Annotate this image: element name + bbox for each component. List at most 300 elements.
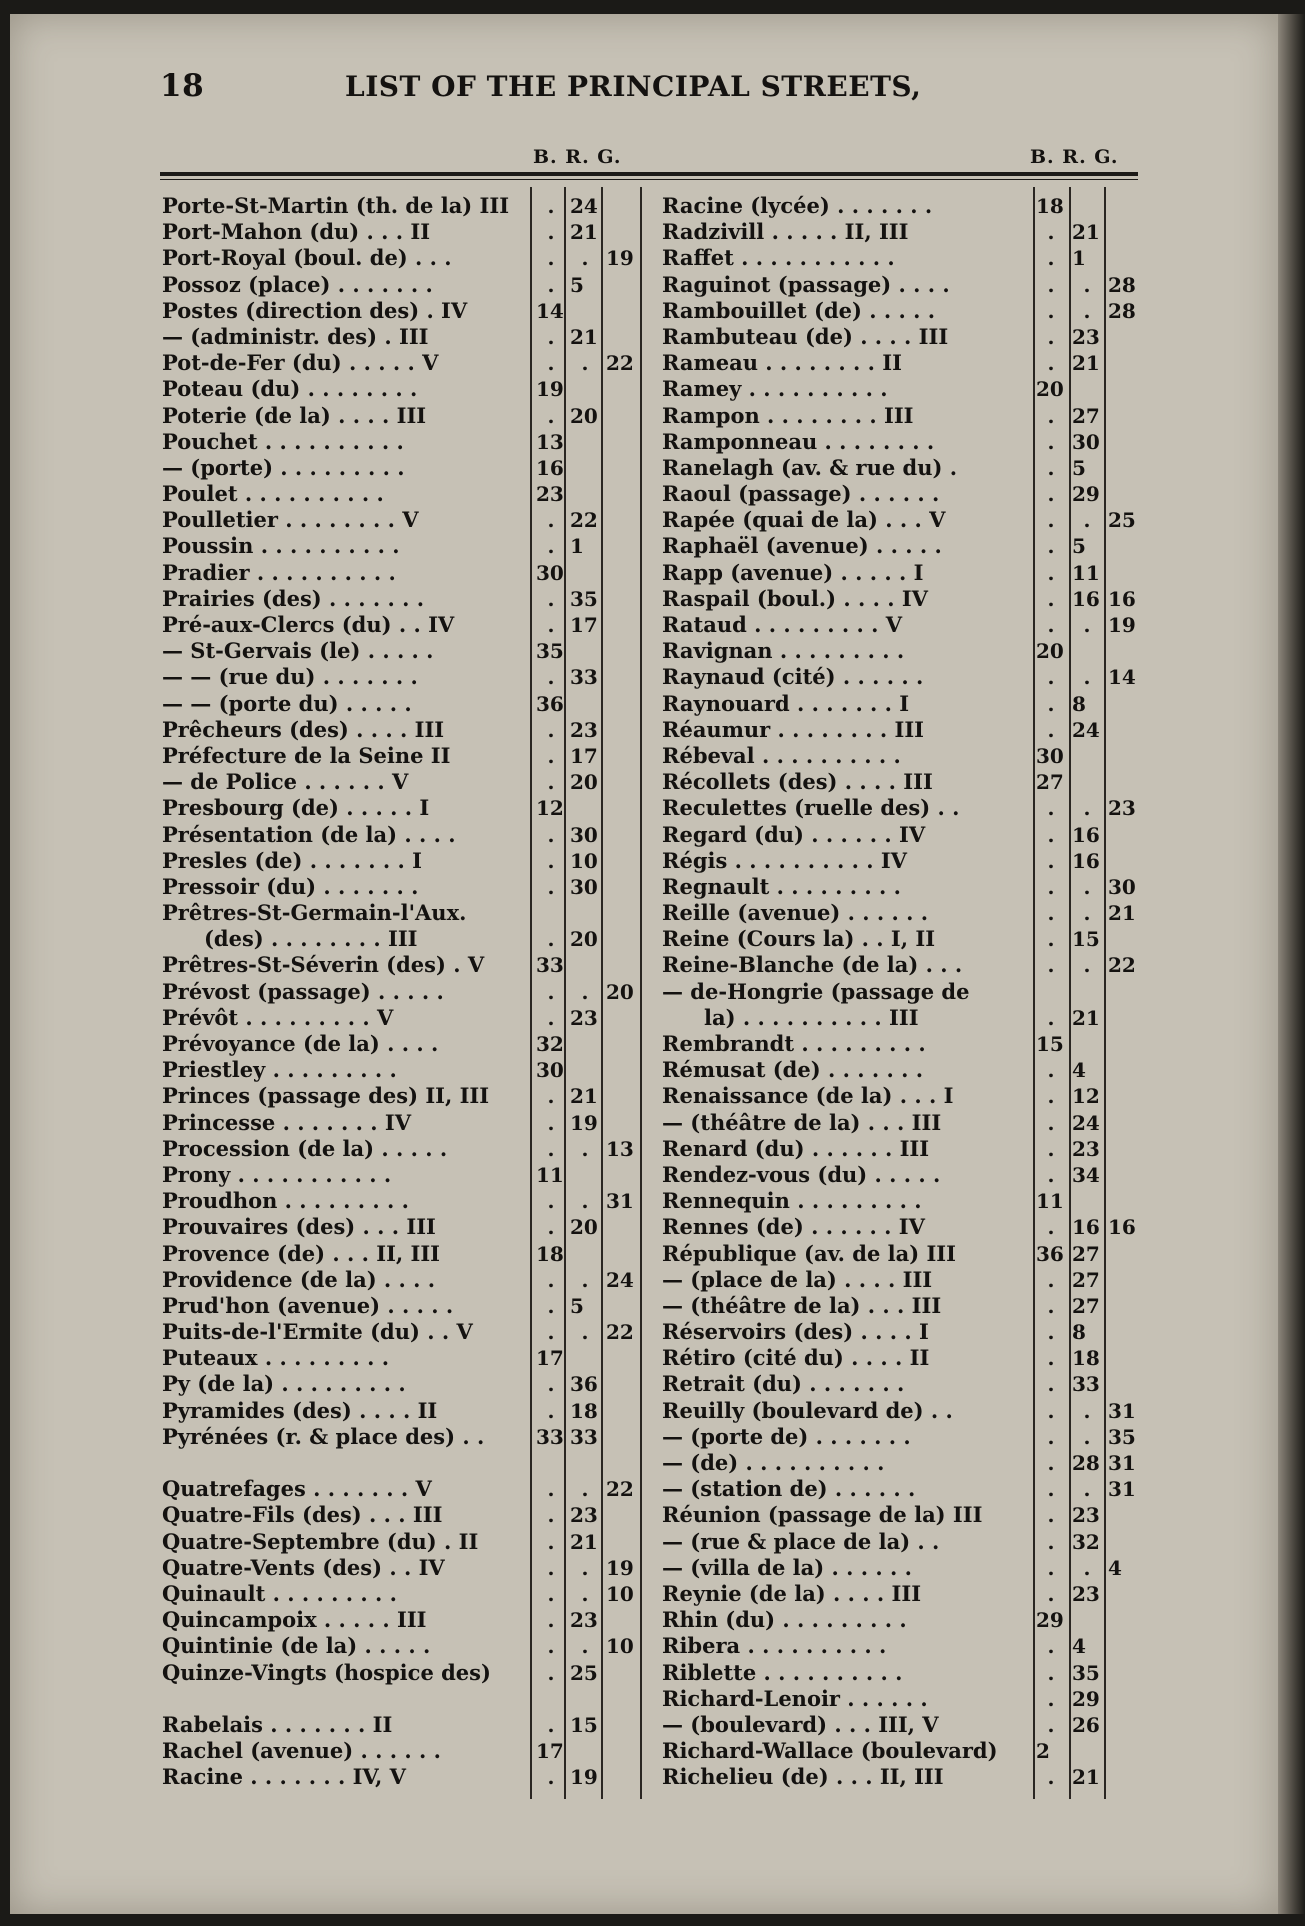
street-entry [162, 1031, 638, 1057]
col-b-value: 20 [1036, 639, 1064, 664]
col-b-value: . [547, 246, 555, 271]
street-entry [162, 664, 638, 690]
col-r-value: 16 [1072, 822, 1100, 847]
col-b-value: . [1047, 1136, 1055, 1161]
col-g-value: 31 [606, 1189, 634, 1214]
col-g-value: 30 [1108, 874, 1136, 899]
page-header [150, 68, 1150, 108]
col-r-value: 27 [1072, 1267, 1100, 1292]
street-entry [162, 691, 638, 717]
street-name: Reculettes (ruelle des) . . [662, 795, 960, 821]
street-entry [662, 1712, 1140, 1738]
street-entry [162, 1241, 638, 1267]
col-r-value: 16 [1072, 848, 1100, 873]
street-name: Provence (de) . . . II, III [162, 1240, 440, 1266]
col-b-value: . [1047, 560, 1055, 585]
col-r-value: 21 [570, 220, 598, 245]
street-entry [162, 1267, 638, 1293]
street-entry [662, 1293, 1140, 1319]
street-name: Rendez-vous (du) . . . . . [662, 1161, 941, 1187]
street-name: Réservoirs (des) . . . . I [662, 1319, 929, 1345]
col-b-value: . [1047, 324, 1055, 349]
col-b-value: . [1047, 901, 1055, 926]
street-name: — (théâtre de la) . . . III [662, 1109, 942, 1135]
street-entry [662, 1371, 1140, 1397]
street-name: Racine (lycée) . . . . . . . [662, 193, 933, 218]
col-b-value: 36 [536, 691, 564, 716]
col-g-value: 22 [606, 351, 634, 376]
street-entry [162, 586, 638, 612]
street-entry [162, 952, 638, 978]
street-entry [162, 717, 638, 743]
street-entry [662, 874, 1140, 900]
col-b-value: . [547, 1529, 555, 1554]
left-street-list [162, 193, 638, 1790]
col-b-value: . [1047, 429, 1055, 454]
street-entry [162, 1476, 638, 1502]
street-entry [162, 1712, 638, 1738]
street-entry [662, 900, 1140, 926]
col-r-value: 32 [1072, 1529, 1100, 1554]
col-b-value: . [1047, 1634, 1055, 1659]
street-entry [162, 1581, 638, 1607]
col-b-value: 27 [1036, 770, 1064, 795]
street-entry [662, 612, 1140, 638]
street-name: — (porte de) . . . . . . . [662, 1423, 911, 1449]
col-r-value: . [1083, 796, 1091, 821]
col-b-value: . [1047, 351, 1055, 376]
street-entry [162, 1502, 638, 1528]
street-name: (des) . . . . . . . . III [162, 926, 418, 952]
col-r-value: 21 [570, 1529, 598, 1554]
col-g-value: 10 [606, 1634, 634, 1659]
street-entry [662, 1529, 1140, 1555]
street-name: — (de) . . . . . . . . . . [662, 1450, 885, 1475]
col-r-value: 1 [1072, 246, 1086, 271]
col-r-value: . [1083, 901, 1091, 926]
street-name: Poulletier . . . . . . . . V [162, 507, 419, 533]
col-b-value: . [1047, 1686, 1055, 1711]
col-b-value: . [1047, 1215, 1055, 1240]
col-r-value: 27 [1072, 1293, 1100, 1318]
street-entry [662, 533, 1140, 559]
street-entry [662, 1057, 1140, 1083]
col-r-value: . [1083, 1398, 1091, 1423]
street-entry [662, 769, 1140, 795]
street-name: Providence (de la) . . . . [162, 1266, 436, 1292]
street-name: Poussin . . . . . . . . . . [162, 533, 400, 559]
col-b-value: 30 [1036, 743, 1064, 768]
col-b-value: . [547, 1267, 555, 1292]
col-r-value: 21 [1072, 1005, 1100, 1030]
col-b-value: . [1047, 1451, 1055, 1475]
col-b-value: . [547, 1136, 555, 1161]
street-entry [162, 1057, 638, 1083]
col-b-value: . [547, 848, 555, 873]
col-g-value: 14 [1108, 665, 1136, 690]
col-b-value: 33 [536, 1424, 564, 1449]
street-name: Proudhon . . . . . . . . . [162, 1188, 409, 1214]
street-name: Rambouillet (de) . . . . . [662, 297, 936, 323]
col-r-value: 24 [570, 194, 598, 218]
street-name: Presbourg (de) . . . . . I [162, 795, 430, 821]
col-r-value: . [1083, 953, 1091, 978]
street-name: Prévôt . . . . . . . . . V [162, 1004, 394, 1030]
col-b-value: . [547, 770, 555, 795]
col-b-value: . [547, 586, 555, 611]
col-b-value: . [547, 1581, 555, 1606]
col-b-value: . [547, 1320, 555, 1345]
street-name: Quintinie (de la) . . . . . [162, 1633, 431, 1659]
col-b-value: 12 [536, 796, 564, 821]
col-r-value: 20 [570, 770, 598, 795]
col-b-value: . [1047, 796, 1055, 821]
street-name: Rambuteau (de) . . . . III [662, 323, 949, 349]
col-b-value: . [1047, 1555, 1055, 1580]
street-entry [162, 193, 638, 219]
col-r-value: 16 [1072, 1215, 1100, 1240]
col-r-value: 10 [570, 848, 598, 873]
street-entry [162, 1162, 638, 1188]
street-entry [162, 769, 638, 795]
street-entry [162, 1398, 638, 1424]
street-name: Raguinot (passage) . . . . [662, 271, 950, 297]
street-entry [662, 717, 1140, 743]
col-r-value: . [1083, 1477, 1091, 1502]
col-b-value: . [547, 1372, 555, 1397]
col-b-value: 17 [536, 1346, 564, 1371]
col-r-value: 1 [570, 534, 584, 559]
col-g-value: 19 [606, 246, 634, 271]
street-name: Regnault . . . . . . . . . [662, 873, 901, 899]
street-name: Quincampoix . . . . . III [162, 1607, 427, 1633]
street-name: Rapp (avenue) . . . . . I [662, 559, 924, 585]
col-b-value: . [547, 1712, 555, 1737]
col-b-value: 29 [1036, 1608, 1064, 1633]
street-entry [662, 638, 1140, 664]
col-r-value: 16 [1072, 586, 1100, 611]
col-b-value: . [547, 1660, 555, 1685]
col-b-value: . [1047, 586, 1055, 611]
street-name: Raynaud (cité) . . . . . . [662, 664, 924, 690]
street-name: Reynie (de la) . . . . III [662, 1580, 922, 1606]
col-b-value: 14 [536, 298, 564, 323]
col-g-value: 22 [1108, 953, 1136, 978]
col-r-value: . [1083, 1424, 1091, 1449]
street-entry [662, 455, 1140, 481]
col-b-value: . [1047, 1424, 1055, 1449]
street-entry [162, 298, 638, 324]
col-b-value: . [1047, 874, 1055, 899]
street-entry [162, 1371, 638, 1397]
col-r-value: 33 [570, 665, 598, 690]
col-b-value: . [1047, 482, 1055, 507]
street-name: Postes (direction des) . IV [162, 297, 468, 323]
col-b-value: . [547, 1110, 555, 1135]
col-r-value: 23 [570, 1005, 598, 1030]
street-entry [162, 507, 638, 533]
street-entry [162, 926, 638, 952]
col-r-value: 29 [1072, 482, 1100, 507]
street-entry [662, 1136, 1140, 1162]
col-r-value: 34 [1072, 1162, 1100, 1187]
street-name: — de-Hongrie (passage de [662, 978, 970, 1004]
col-b-value: 16 [536, 455, 564, 480]
street-name: Pouchet . . . . . . . . . . [162, 428, 404, 454]
street-name: Raoul (passage) . . . . . . [662, 481, 940, 507]
street-entry [662, 1581, 1140, 1607]
street-entry [662, 1162, 1140, 1188]
col-b-value: . [1047, 1293, 1055, 1318]
street-name: Rébeval . . . . . . . . . . [662, 742, 901, 768]
street-name: Prêcheurs (des) . . . . III [162, 716, 445, 742]
street-entry [662, 429, 1140, 455]
street-entry [662, 1319, 1140, 1345]
street-name: Richard-Lenoir . . . . . . [662, 1685, 928, 1711]
street-name: Rabelais . . . . . . . II [162, 1711, 393, 1737]
col-r-value: 33 [1072, 1372, 1100, 1397]
col-r-value: . [581, 1634, 589, 1659]
street-name: Prairies (des) . . . . . . . [162, 585, 425, 611]
col-b-value: 36 [1036, 1241, 1064, 1266]
street-entry [662, 1005, 1140, 1031]
header-rule-thick [160, 172, 1138, 176]
street-name: Rennequin . . . . . . . . . [662, 1188, 922, 1214]
col-r-value: 5 [1072, 534, 1086, 559]
col-g-value: 31 [1108, 1477, 1136, 1502]
col-r-value: 8 [1072, 691, 1086, 716]
street-name: Possoz (place) . . . . . . . [162, 271, 433, 297]
street-entry [662, 979, 1140, 1005]
col-b-value: . [547, 874, 555, 899]
col-r-value: . [581, 351, 589, 376]
street-entry [662, 822, 1140, 848]
col-g-value: 35 [1108, 1424, 1136, 1449]
col-b-value: . [547, 1005, 555, 1030]
col-b-value: . [1047, 1372, 1055, 1397]
street-name: Rémusat (de) . . . . . . . [662, 1057, 924, 1083]
col-r-value: . [581, 1477, 589, 1502]
col-b-value: . [1047, 1267, 1055, 1292]
col-r-value: 18 [570, 1398, 598, 1423]
street-name: Procession (de la) . . . . . [162, 1135, 448, 1161]
street-entry [662, 1607, 1140, 1633]
header-rule-thin [160, 179, 1138, 180]
col-r-value: 30 [570, 874, 598, 899]
col-r-value: . [581, 1189, 589, 1214]
col-r-value: 19 [570, 1110, 598, 1135]
col-r-value: 4 [1072, 1634, 1086, 1659]
street-entry [662, 1555, 1140, 1581]
street-name: Poteau (du) . . . . . . . . [162, 376, 418, 402]
col-b-value: . [547, 324, 555, 349]
street-entry [662, 1345, 1140, 1371]
col-b-value: . [1047, 1503, 1055, 1528]
street-name: Regard (du) . . . . . . IV [662, 821, 926, 847]
left-column-header: B. R. G. [533, 146, 622, 168]
col-g-value: 31 [1108, 1398, 1136, 1423]
col-r-value: 22 [570, 508, 598, 533]
street-name: Port-Mahon (du) . . . II [162, 219, 431, 245]
street-name: Réaumur . . . . . . . . III [662, 716, 924, 742]
street-entry [162, 1738, 638, 1764]
street-entry [162, 743, 638, 769]
col-r-value: 17 [570, 613, 598, 637]
street-name: Retrait (du) . . . . . . . [662, 1371, 905, 1397]
street-name: Porte-St-Martin (th. de la) III [162, 193, 510, 218]
col-r-value: 30 [1072, 429, 1100, 454]
col-b-value: 30 [536, 1058, 564, 1083]
street-name: — — (porte du) . . . . . [162, 690, 412, 716]
street-name: Rembrandt . . . . . . . . . [662, 1031, 926, 1056]
col-r-value: 5 [1072, 455, 1086, 480]
street-entry [662, 350, 1140, 376]
right-street-list [662, 193, 1140, 1790]
street-entry [162, 403, 638, 429]
col-b-value: . [1047, 1529, 1055, 1554]
street-entry [662, 743, 1140, 769]
street-entry [662, 245, 1140, 271]
col-b-value: . [1047, 1765, 1055, 1790]
street-name: Prévoyance (de la) . . . . [162, 1031, 439, 1056]
street-name: Présentation (de la) . . . . [162, 821, 456, 847]
col-b-value: . [547, 1634, 555, 1659]
col-r-value: . [1083, 1555, 1091, 1580]
col-b-value: 33 [536, 953, 564, 978]
street-name: — (théâtre de la) . . . III [662, 1292, 942, 1318]
col-g-value: 22 [606, 1477, 634, 1502]
street-name: Préfecture de la Seine II [162, 742, 451, 768]
street-name: Richelieu (de) . . . II, III [662, 1764, 944, 1790]
street-entry [162, 1633, 638, 1659]
col-r-value: 35 [570, 586, 598, 611]
street-entry [162, 1529, 638, 1555]
col-g-value: 16 [1108, 1215, 1136, 1240]
col-r-value: 23 [570, 1608, 598, 1633]
col-r-value: 36 [570, 1372, 598, 1397]
street-name: Prouvaires (des) . . . III [162, 1214, 436, 1240]
col-b-value: . [547, 927, 555, 952]
col-r-value: . [581, 246, 589, 271]
col-b-value: . [547, 403, 555, 428]
street-name: Poterie (de la) . . . . III [162, 402, 427, 428]
col-b-value: . [1047, 455, 1055, 480]
col-b-value: . [547, 1215, 555, 1240]
col-r-value: . [581, 979, 589, 1004]
street-entry [162, 1424, 638, 1450]
col-b-value: . [547, 351, 555, 376]
street-name: Reuilly (boulevard de) . . [662, 1397, 953, 1423]
street-name: Rameau . . . . . . . . II [662, 350, 902, 376]
col-r-value: . [581, 1267, 589, 1292]
col-b-value: . [1047, 665, 1055, 690]
street-name: Ribera . . . . . . . . . . [662, 1633, 887, 1659]
street-entry [662, 481, 1140, 507]
street-name: Puteaux . . . . . . . . . [162, 1345, 390, 1371]
street-name: Richard-Wallace (boulevard) [662, 1738, 998, 1764]
col-b-value: . [1047, 927, 1055, 952]
street-name: Ramey . . . . . . . . . . [662, 376, 888, 402]
street-name: — de Police . . . . . . V [162, 769, 409, 795]
col-b-value: . [1047, 220, 1055, 245]
street-entry [662, 848, 1140, 874]
street-entry [162, 1345, 638, 1371]
col-b-value: . [547, 1084, 555, 1109]
street-entry [662, 1502, 1140, 1528]
street-entry [162, 1005, 638, 1031]
col-r-value: 5 [570, 1293, 584, 1318]
col-g-value: 10 [606, 1581, 634, 1606]
street-entry [662, 1110, 1140, 1136]
street-entry [162, 560, 638, 586]
col-r-value: . [1083, 874, 1091, 899]
col-b-value: . [1047, 1084, 1055, 1109]
col-b-value: . [547, 1398, 555, 1423]
col-g-value: 24 [606, 1267, 634, 1292]
col-b-value: . [547, 613, 555, 637]
col-r-value: 25 [570, 1660, 598, 1685]
street-entry [162, 429, 638, 455]
col-r-value: 27 [1072, 1241, 1100, 1266]
col-b-value: . [1047, 298, 1055, 323]
col-r-value: 21 [570, 324, 598, 349]
street-entry [162, 1686, 638, 1712]
col-b-value: . [1047, 1346, 1055, 1371]
col-b-value: . [547, 743, 555, 768]
col-r-value: 21 [1072, 220, 1100, 245]
street-entry [162, 848, 638, 874]
street-entry [662, 1083, 1140, 1109]
col-r-value: 33 [570, 1424, 598, 1449]
col-g-value: 25 [1108, 508, 1136, 533]
col-b-value: . [1047, 1110, 1055, 1135]
street-entry [662, 507, 1140, 533]
street-name: Prêtres-St-Séverin (des) . V [162, 952, 485, 978]
col-r-value: 24 [1072, 717, 1100, 742]
col-b-value: . [547, 979, 555, 1004]
street-entry [662, 1633, 1140, 1659]
col-b-value: . [1047, 1320, 1055, 1345]
street-name: Renaissance (de la) . . . I [662, 1083, 954, 1109]
street-name: Radzivill . . . . . II, III [662, 219, 909, 245]
col-b-value: . [547, 717, 555, 742]
col-r-value: 18 [1072, 1346, 1100, 1371]
street-name: Port-Royal (boul. de) . . . [162, 245, 452, 271]
col-r-value: 15 [1072, 927, 1100, 952]
street-name: Quinze-Vingts (hospice des) [162, 1659, 491, 1685]
street-name: Pressoir (du) . . . . . . . [162, 873, 419, 899]
street-entry [662, 1267, 1140, 1293]
street-name: Prony . . . . . . . . . . . [162, 1161, 392, 1187]
col-b-value: . [1047, 534, 1055, 559]
col-r-value: . [581, 1581, 589, 1606]
street-entry [162, 1555, 638, 1581]
col-b-value: 13 [536, 429, 564, 454]
col-b-value: . [1047, 953, 1055, 978]
street-entry [662, 1450, 1140, 1476]
col-b-value: . [547, 194, 555, 218]
col-r-value: 24 [1072, 1110, 1100, 1135]
street-entry [162, 1110, 638, 1136]
street-entry [662, 664, 1140, 690]
col-b-value: 15 [1036, 1032, 1064, 1056]
street-name: Quatre-Fils (des) . . . III [162, 1502, 443, 1528]
col-r-value: . [581, 1320, 589, 1345]
street-name: Raynouard . . . . . . . I [662, 690, 910, 716]
street-entry [162, 1083, 638, 1109]
col-b-value: . [547, 1555, 555, 1580]
street-entry [662, 691, 1140, 717]
